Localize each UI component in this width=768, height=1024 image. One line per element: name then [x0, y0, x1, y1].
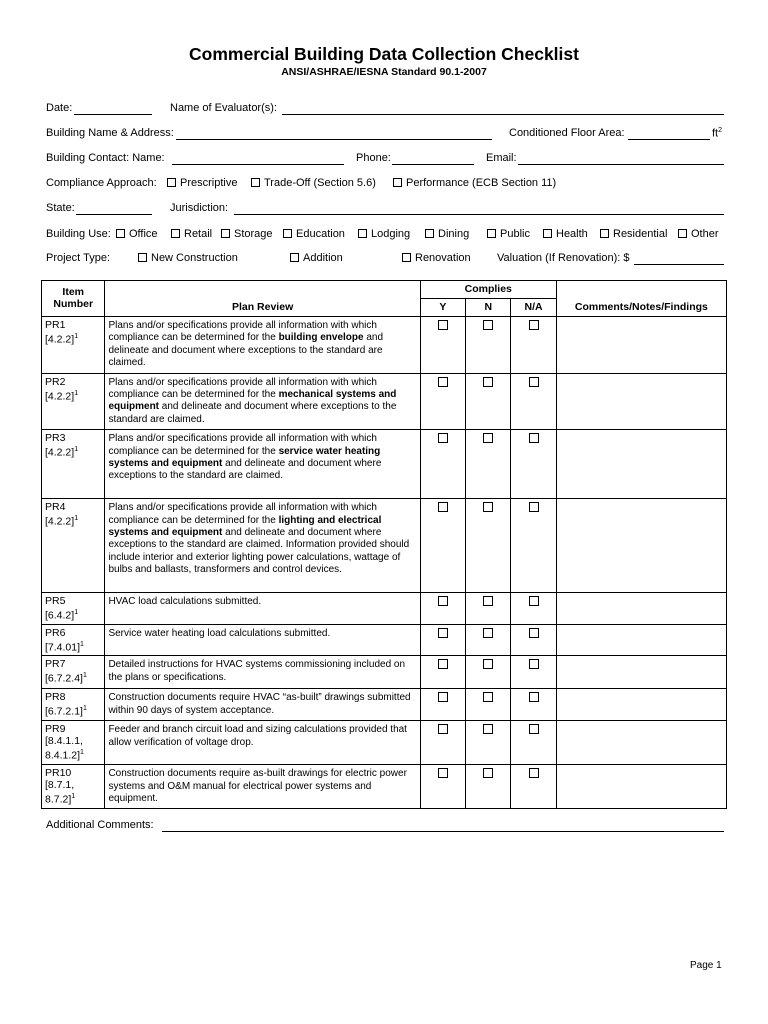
yes-cell — [420, 721, 465, 765]
form-row-state — [46, 202, 724, 218]
item-number: PR5 — [45, 595, 66, 608]
na-cell — [511, 656, 556, 689]
yes-checkbox[interactable] — [438, 502, 448, 512]
no-checkbox[interactable] — [483, 377, 493, 387]
plan-review-cell: Construction documents require HVAC “as-built” drawings submitted within 90 days of system acceptance. — [105, 689, 420, 721]
date-label: Date: — [46, 102, 73, 114]
page-number: Page 1 — [690, 960, 722, 971]
item-number: PR7 — [45, 658, 66, 671]
item-number-header: Item Number — [42, 281, 105, 317]
plan-review-cell: Detailed instructions for HVAC systems commissioning included on the plans or specifications. — [105, 656, 420, 689]
na-cell — [511, 373, 556, 430]
comments-cell[interactable] — [556, 656, 726, 689]
checkbox-icon — [116, 229, 125, 238]
page-subtitle: ANSI/ASHRAE/IESNA Standard 90.1-2007 — [281, 66, 487, 78]
item-number: PR9 — [45, 723, 66, 736]
item-number-cell — [42, 624, 105, 656]
compliance-tradeoff-checkbox[interactable]: Trade-Off (Section 5.6) — [251, 177, 376, 189]
building-field[interactable] — [176, 127, 492, 140]
checkbox-icon — [543, 229, 552, 238]
plan-review-cell: Plans and/or specifications provide all information with which compliance can be determined for the lighting and electrical systems and equipment and delineate and document where exceptions to the standard are claimed. Information provided should include interior and exterior lighting power calculations, wattage of bulbs and ballasts, transformers and control devices. — [105, 499, 420, 593]
checkbox-icon — [358, 229, 367, 238]
yes-cell — [420, 317, 465, 374]
form-row-use — [46, 228, 724, 244]
form-row-project — [46, 252, 724, 268]
checkbox-icon — [393, 178, 402, 187]
item-number-cell — [42, 656, 105, 689]
no-cell — [466, 689, 511, 721]
use-health-checkbox[interactable]: Health — [543, 228, 588, 240]
use-public-checkbox[interactable]: Public — [487, 228, 530, 240]
item-number-cell — [42, 593, 105, 625]
na-cell — [511, 689, 556, 721]
checkbox-icon — [138, 253, 147, 262]
yes-cell — [420, 689, 465, 721]
footnote-marker: 1 — [80, 749, 84, 757]
na-checkbox[interactable] — [529, 596, 539, 606]
na-cell — [511, 721, 556, 765]
checkbox-icon — [221, 229, 230, 238]
no-checkbox[interactable] — [483, 502, 493, 512]
yes-checkbox[interactable] — [438, 628, 448, 638]
yes-checkbox[interactable] — [438, 724, 448, 734]
footnote-marker: 1 — [74, 446, 79, 454]
no-cell — [466, 373, 511, 430]
compliance-performance-checkbox[interactable]: Performance (ECB Section 11) — [393, 177, 556, 189]
contact-name-field[interactable] — [172, 152, 344, 165]
footnote-marker: 1 — [82, 705, 87, 713]
additional-comments-label: Additional Comments: — [46, 819, 154, 831]
item-number: PR8 — [45, 691, 66, 704]
plan-review-cell: Plans and/or specifications provide all information with which compliance can be determined for the building envelope and delineate and document where exceptions to the standard are claimed. — [105, 317, 420, 374]
compliance-prescriptive-checkbox[interactable]: Prescriptive — [167, 177, 237, 189]
plan-review-cell: Plans and/or specifications provide all information with which compliance can be determined for the service water heating systems and equipment and delineate and document where exceptions to the standard are claimed. — [105, 430, 420, 499]
project-renovation-checkbox[interactable]: Renovation — [402, 252, 471, 264]
item-number: PR2 — [45, 375, 66, 388]
no-checkbox[interactable] — [483, 320, 493, 330]
na-checkbox[interactable] — [529, 433, 539, 443]
additional-comments-row — [46, 819, 724, 835]
use-retail-checkbox[interactable]: Retail — [171, 228, 212, 240]
no-checkbox[interactable] — [483, 768, 493, 778]
phone-field[interactable] — [392, 152, 474, 165]
compliance-label: Compliance Approach: — [46, 177, 157, 189]
no-cell — [466, 656, 511, 689]
floor-area-label: Conditioned Floor Area: — [509, 127, 625, 139]
phone-label: Phone: — [356, 152, 391, 164]
table-row — [42, 430, 727, 499]
comments-cell[interactable] — [556, 765, 726, 809]
table-row — [42, 689, 727, 721]
jurisdiction-label: Jurisdiction: — [170, 202, 229, 214]
item-number: PR1 — [45, 319, 66, 331]
na-header: N/A — [511, 299, 556, 317]
yes-cell — [420, 373, 465, 430]
checkbox-icon — [425, 229, 434, 238]
no-cell — [466, 765, 511, 809]
item-number: PR6 — [45, 626, 66, 639]
yes-checkbox[interactable] — [438, 768, 448, 778]
date-field[interactable] — [74, 102, 152, 115]
yes-checkbox[interactable] — [438, 433, 448, 443]
floor-area-unit: $ft^2$ — [712, 127, 723, 140]
item-reference: [4.2.2] — [45, 390, 75, 403]
item-number: PR10 — [45, 767, 72, 780]
complies-header: Complies — [420, 281, 556, 299]
na-checkbox[interactable] — [529, 724, 539, 734]
table-header-row — [42, 281, 727, 299]
form-row-compliance — [46, 177, 724, 193]
footnote-marker: 1 — [82, 672, 87, 680]
comments-header: Comments/Notes/Findings — [556, 281, 726, 317]
item-number-cell — [42, 499, 105, 593]
item-reference-cont: 8.7.2] — [45, 793, 72, 806]
item-reference: [6.7.2.1] — [45, 705, 83, 718]
item-reference: [8.4.1.1, — [45, 735, 83, 748]
yes-cell — [420, 765, 465, 809]
no-header: N — [466, 299, 511, 317]
na-checkbox[interactable] — [529, 768, 539, 778]
comments-cell[interactable] — [556, 317, 726, 374]
yes-checkbox[interactable] — [438, 320, 448, 330]
item-number-cell — [42, 317, 105, 374]
footnote-marker: 1 — [80, 640, 84, 648]
evaluator-field[interactable] — [282, 102, 724, 115]
comments-cell[interactable] — [556, 430, 726, 499]
footnote-marker: 1 — [74, 389, 79, 397]
project-new-checkbox[interactable]: New Construction — [138, 252, 238, 264]
na-cell — [511, 499, 556, 593]
yes-cell — [420, 593, 465, 625]
yes-cell — [420, 430, 465, 499]
comments-cell[interactable] — [556, 499, 726, 593]
item-number: PR3 — [45, 432, 66, 445]
yes-checkbox[interactable] — [438, 377, 448, 387]
item-number: PR4 — [45, 501, 66, 514]
table-row — [42, 624, 727, 656]
item-reference: [6.7.2.4] — [45, 672, 83, 685]
evaluator-label: Name of Evaluator(s): — [170, 102, 277, 114]
comments-cell[interactable] — [556, 721, 726, 765]
item-number-cell — [42, 689, 105, 721]
checkbox-icon — [283, 229, 292, 238]
use-residential-checkbox[interactable]: Residential — [600, 228, 667, 240]
na-checkbox[interactable] — [529, 377, 539, 387]
yes-cell — [420, 656, 465, 689]
item-reference: [6.4.2] — [45, 609, 75, 622]
na-checkbox[interactable] — [529, 502, 539, 512]
table-row — [42, 499, 727, 593]
na-checkbox[interactable] — [529, 320, 539, 330]
item-reference: [4.2.2] — [45, 333, 75, 346]
footnote-marker: 1 — [74, 609, 79, 617]
checkbox-icon — [251, 178, 260, 187]
use-storage-checkbox[interactable]: Storage — [221, 228, 273, 240]
checkbox-icon — [487, 229, 496, 238]
checkbox-icon — [678, 229, 687, 238]
yes-cell — [420, 624, 465, 656]
comments-cell[interactable] — [556, 593, 726, 625]
plan-review-table — [41, 280, 727, 809]
na-cell — [511, 317, 556, 374]
no-cell — [466, 430, 511, 499]
na-checkbox[interactable] — [529, 659, 539, 669]
no-checkbox[interactable] — [483, 659, 493, 669]
footnote-marker: 1 — [71, 793, 76, 801]
plan-review-cell: Service water heating load calculations submitted. — [105, 624, 420, 656]
no-checkbox[interactable] — [483, 628, 493, 638]
checkbox-icon — [600, 229, 609, 238]
table-row — [42, 317, 727, 374]
na-cell — [511, 430, 556, 499]
item-number-cell — [42, 430, 105, 499]
no-cell — [466, 721, 511, 765]
na-cell — [511, 593, 556, 625]
item-reference-cont: 8.4.1.2] — [45, 749, 81, 762]
item-reference: [7.4.01] — [45, 641, 81, 654]
comments-cell[interactable] — [556, 624, 726, 656]
valuation-field[interactable] — [634, 252, 724, 265]
plan-review-cell: Plans and/or specifications provide all information with which compliance can be determined for the mechanical systems and equipment and delineate and document where exceptions to the standard are claimed. — [105, 373, 420, 430]
form-row-contact — [46, 152, 724, 168]
use-lodging-checkbox[interactable]: Lodging — [358, 228, 410, 240]
checkbox-icon — [171, 229, 180, 238]
form-row-date — [46, 102, 724, 118]
contact-label: Building Contact: Name: — [46, 152, 165, 164]
form-row-building — [46, 127, 724, 143]
table-row — [42, 656, 727, 689]
comments-cell[interactable] — [556, 373, 726, 430]
na-cell — [511, 624, 556, 656]
plan-review-header: Plan Review — [105, 281, 420, 317]
item-number-cell — [42, 765, 105, 809]
na-cell — [511, 765, 556, 809]
no-checkbox[interactable] — [483, 596, 493, 606]
table-row — [42, 721, 727, 765]
yes-cell — [420, 499, 465, 593]
yes-checkbox[interactable] — [438, 596, 448, 606]
na-checkbox[interactable] — [529, 692, 539, 702]
no-cell — [466, 624, 511, 656]
state-field[interactable] — [76, 202, 152, 215]
plan-review-cell: HVAC load calculations submitted. — [105, 593, 420, 625]
na-checkbox[interactable] — [529, 628, 539, 638]
floor-area-field[interactable] — [628, 127, 710, 140]
yes-checkbox[interactable] — [438, 692, 448, 702]
no-cell — [466, 317, 511, 374]
table-row — [42, 373, 727, 430]
state-label: State: — [46, 202, 75, 214]
checkbox-icon — [167, 178, 176, 187]
no-checkbox[interactable] — [483, 433, 493, 443]
yes-checkbox[interactable] — [438, 659, 448, 669]
use-other-checkbox[interactable]: Other — [678, 228, 719, 240]
table-row — [42, 593, 727, 625]
jurisdiction-field[interactable] — [234, 202, 724, 215]
footnote-marker: 1 — [74, 333, 79, 340]
additional-comments-field[interactable] — [162, 819, 724, 832]
item-reference: [4.2.2] — [45, 446, 75, 459]
table-row — [42, 765, 727, 809]
no-checkbox[interactable] — [483, 724, 493, 734]
comments-cell[interactable] — [556, 689, 726, 721]
valuation-label: Valuation (If Renovation): $ — [497, 252, 630, 264]
project-label: Project Type: — [46, 252, 110, 264]
item-number-cell — [42, 373, 105, 430]
use-dining-checkbox[interactable]: Dining — [425, 228, 469, 240]
checkbox-icon — [290, 253, 299, 262]
email-field[interactable] — [518, 152, 724, 165]
footnote-marker: 1 — [74, 515, 79, 523]
no-checkbox[interactable] — [483, 692, 493, 702]
no-cell — [466, 499, 511, 593]
project-addition-checkbox[interactable]: Addition — [290, 252, 343, 264]
email-label: Email: — [486, 152, 517, 164]
use-education-checkbox[interactable]: Education — [283, 228, 345, 240]
page-title: Commercial Building Data Collection Checklist — [189, 44, 579, 64]
no-cell — [466, 593, 511, 625]
checkbox-icon — [402, 253, 411, 262]
plan-review-cell: Feeder and branch circuit load and sizing calculations provided that allow verification of voltage drop. — [105, 721, 420, 765]
item-reference: [4.2.2] — [45, 515, 75, 528]
item-reference: [8.7.1, — [45, 779, 75, 792]
use-office-checkbox[interactable]: Office — [116, 228, 158, 240]
building-label: Building Name & Address: — [46, 127, 174, 139]
yes-header: Y — [420, 299, 465, 317]
item-number-cell — [42, 721, 105, 765]
use-label: Building Use: — [46, 228, 111, 240]
plan-review-cell: Construction documents require as-built drawings for electric power systems and O&M manual for electrical power systems and equipment. — [105, 765, 420, 809]
